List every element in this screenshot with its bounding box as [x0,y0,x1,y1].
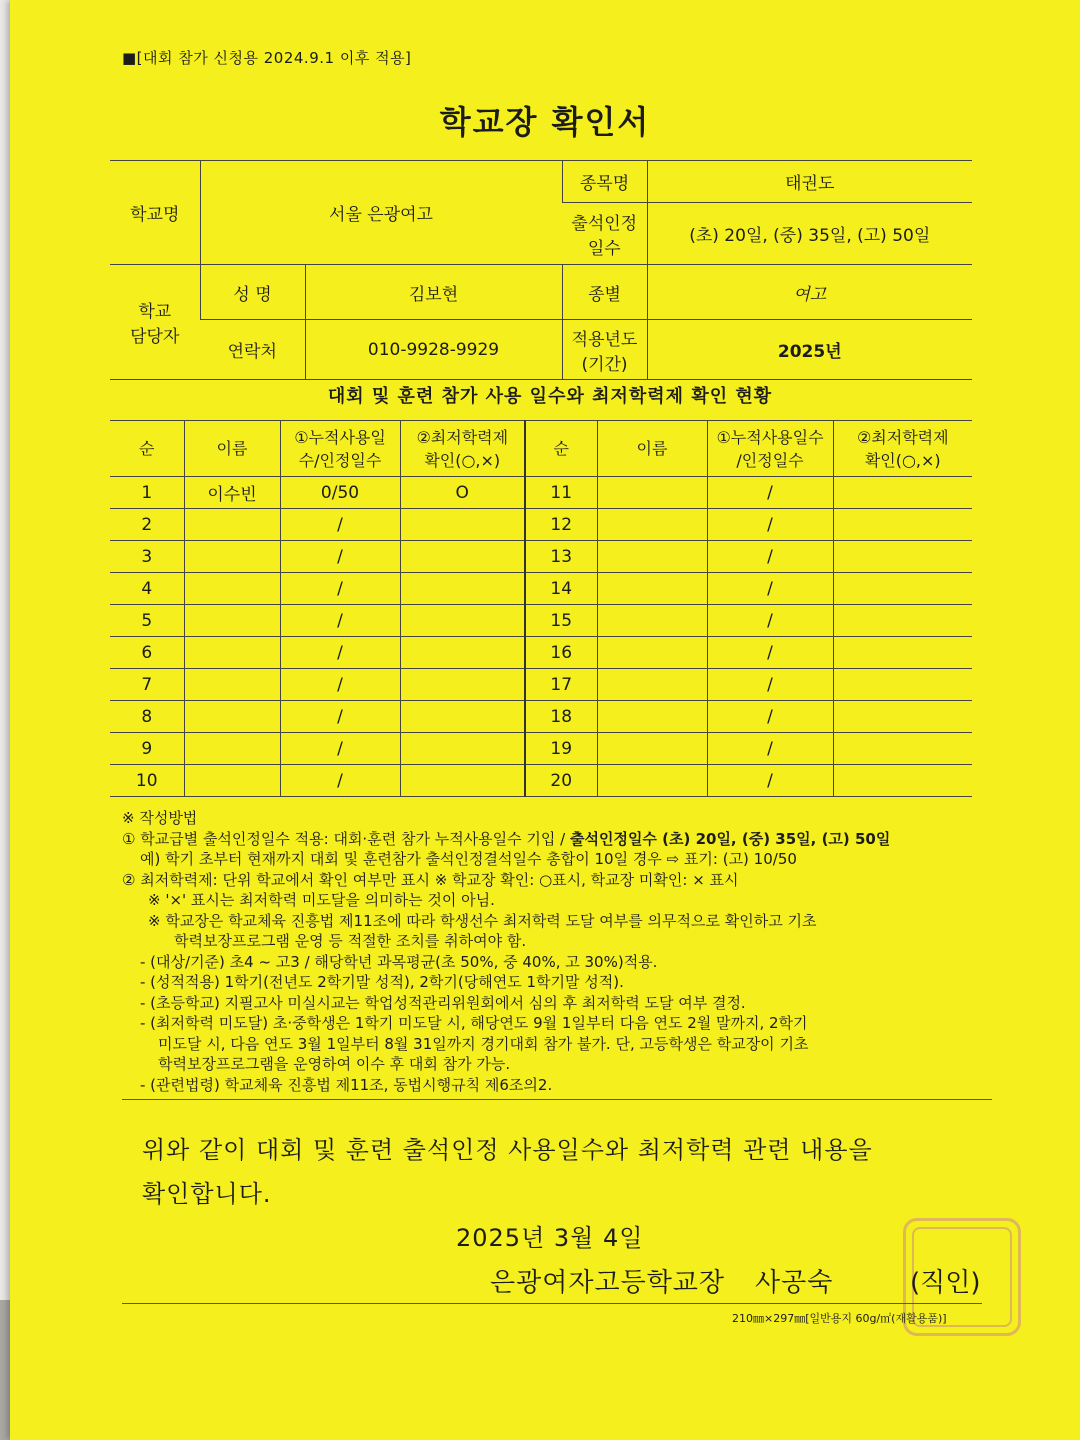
row-seq: 1 [110,477,184,509]
row-days-right: / [707,637,833,669]
row-days-right: / [707,509,833,541]
row-days-right: / [707,573,833,605]
manager-name-value: 김보현 [305,265,562,320]
row-days: / [280,573,400,605]
row-days-right: / [707,605,833,637]
notes-section [122,808,992,1100]
header-name: 이름 [184,421,280,477]
note-2-sub-2a: ※ 학교장은 학교체육 진흥법 제11조에 따라 학생선수 최저학력 도달 여부를 의무적으로 확인하고 기초 [148,911,817,930]
row-seq-right: 14 [525,573,597,605]
row-days: / [280,765,400,797]
signer-school: 은광여자고등학교장 [490,1268,726,1298]
row-days-right: / [707,765,833,797]
note-detail-1: - (대상/기준) 초4 ~ 고3 / 해당학년 과목평균(초 50%, 중 40%, 고 30%)적용. [140,952,658,971]
row-name [184,573,280,605]
school-name-value: 서울 은광여고 [200,161,562,265]
note-detail-4a: - (최저학력 미도달) 초·중학생은 1학기 미도달 시, 해당연도 9월 1일부터 다음 연도 2월 말까지, 2학기 [140,1014,808,1032]
row-days-right: / [707,701,833,733]
notes-heading: ※ 작성방법 [122,809,198,827]
paper-spec: 210㎜×297㎜[일반용지 60g/㎡(재활용품)] [732,1312,947,1325]
table-row [110,701,972,733]
row-seq-right: 18 [525,701,597,733]
row-min-right [833,701,972,733]
row-seq: 2 [110,509,184,541]
document-title: 학교장 확인서 [439,103,651,141]
table-row [110,605,972,637]
header-name-right: 이름 [597,421,707,477]
row-min-right [833,573,972,605]
contact-label: 연락처 [200,320,305,380]
footer-divider [122,1303,982,1304]
row-seq-right: 15 [525,605,597,637]
row-seq: 3 [110,541,184,573]
row-seq: 8 [110,701,184,733]
header-days: ①누적사용일 수/인정일수 [280,421,400,477]
manager-name-label: 성 명 [200,265,305,320]
row-days: / [280,509,400,541]
row-name-right [597,637,707,669]
year-label: 적용년도 (기간) [562,320,647,380]
row-days: / [280,605,400,637]
row-days: / [280,669,400,701]
note-detail-2: - (성적적용) 1학기(전년도 2학기말 성적), 2학기(당해연도 1학기말 성적). [140,973,624,991]
header-min: ②최저학력제 확인(○,×) [400,421,525,477]
table-row [110,477,972,509]
row-name-right [597,509,707,541]
row-min-right [833,637,972,669]
note-2: ② 최저학력제: 단위 학교에서 확인 여부만 표시 ※ 학교장 확인: ○표시, 학교장 미확인: × 표시 [122,870,739,889]
row-seq: 4 [110,573,184,605]
row-name-right [597,669,707,701]
row-days: / [280,541,400,573]
row-days: / [280,637,400,669]
gender-label: 종별 [562,265,647,320]
row-days: / [280,701,400,733]
school-name-label: 학교명 [110,161,200,265]
header-days-right: ①누적사용일수 /인정일수 [707,421,833,477]
note-detail-5: - (관련법령) 학교체육 진흥법 제11조, 동법시행규칙 제6조의2. [140,1075,553,1094]
row-seq-right: 19 [525,733,597,765]
row-min [400,701,525,733]
signer-name: 사공숙 [755,1268,834,1298]
row-min [400,765,525,797]
row-days-right: / [707,477,833,509]
row-name [184,733,280,765]
signer [490,1262,863,1299]
note-detail-3: - (초등학교) 지필고사 미실시교는 학업성적관리위원회에서 심의 후 최저학력 도달 여부 결정. [140,993,746,1012]
gender-value: 여고 [647,265,972,320]
note-1: ① 학교급별 출석인정일수 적용: 대회·훈련 참가 누적사용일수 기입 / 출석인정일수 (초) 20일, (중) 35일, (고) 50일 [122,829,891,848]
attendance-value: (초) 20일, (중) 35일, (고) 50일 [647,203,972,265]
row-name-right [597,765,707,797]
confirmation-line-1: 위와 같이 대회 및 훈련 출석인정 사용일수와 최저학력 관련 내용을 [142,1136,873,1164]
row-seq-right: 11 [525,477,597,509]
note-detail-4b: 미도달 시, 다음 연도 3월 1일부터 8월 31일까지 경기대회 참가 불가. 단, 고등학생은 학교장이 기초 [158,1034,809,1053]
row-min [400,669,525,701]
contact-value: 010-9928-9929 [305,320,562,380]
row-min-right [833,509,972,541]
header-min-right: ②최저학력제 확인(○,×) [833,421,972,477]
row-min [400,541,525,573]
table-row [110,765,972,797]
row-min [400,509,525,541]
row-name [184,605,280,637]
row-days-right: / [707,733,833,765]
row-min-right [833,605,972,637]
row-name-right [597,701,707,733]
note-1-example: 예) 학기 초부터 현재까지 대회 및 훈련참가 출석인정결석일수 총합이 10일 경우 ⇨ 표기: (고) 10/50 [140,850,797,868]
row-name-right [597,541,707,573]
table-row [110,637,972,669]
row-name [184,541,280,573]
sport-label: 종목명 [562,161,647,203]
row-days-right: / [707,669,833,701]
sport-value: 태권도 [647,161,972,203]
row-name-right [597,477,707,509]
participants-table [110,420,972,797]
notes-divider [122,1099,992,1100]
row-seq-right: 16 [525,637,597,669]
row-seq-right: 20 [525,765,597,797]
table-row [110,541,972,573]
row-name [184,669,280,701]
row-seq: 9 [110,733,184,765]
manager-label: 학교 담당자 [110,265,200,380]
attendance-label: 출석인정 일수 [562,203,647,265]
header-seq: 순 [110,421,184,477]
table-row [110,733,972,765]
row-seq: 10 [110,765,184,797]
row-name [184,509,280,541]
row-seq: 7 [110,669,184,701]
row-seq: 6 [110,637,184,669]
note-2-sub-2b: 학력보장프로그램 운영 등 적절한 조치를 취하여야 함. [174,932,527,950]
row-name: 이수빈 [184,477,280,509]
row-days: 0/50 [280,477,400,509]
row-min-right [833,765,972,797]
note-detail-4c: 학력보장프로그램을 운영하여 이수 후 대회 참가 가능. [158,1055,511,1073]
confirmation-line-2: 확인합니다. [142,1180,272,1208]
row-days: / [280,733,400,765]
table-row [110,669,972,701]
row-min-right [833,477,972,509]
row-min-right [833,733,972,765]
row-name-right [597,573,707,605]
row-seq-right: 13 [525,541,597,573]
row-name-right [597,733,707,765]
participants-body [110,477,972,797]
row-min: O [400,477,525,509]
row-min [400,733,525,765]
row-min-right [833,541,972,573]
header-note: ■[대회 참가 신청용 2024.9.1 이후 적용] [122,49,412,67]
row-name [184,701,280,733]
row-seq: 5 [110,605,184,637]
row-min [400,637,525,669]
row-seq-right: 12 [525,509,597,541]
school-info-table [110,160,972,380]
row-days-right: / [707,541,833,573]
table-row [110,509,972,541]
row-name [184,765,280,797]
seal-label: (직인) [910,1268,981,1298]
row-min-right [833,669,972,701]
row-seq-right: 17 [525,669,597,701]
table-row [110,573,972,605]
row-min [400,573,525,605]
row-min [400,605,525,637]
section-subtitle: 대회 및 훈련 참가 사용 일수와 최저학력제 확인 현황 [327,386,773,407]
confirmation-text [142,1128,1002,1216]
issue-date: 2025년 3월 4일 [456,1224,644,1252]
row-name-right [597,605,707,637]
note-2-sub-1: ※ '×' 표시는 최저학력 미도달을 의미하는 것이 아님. [148,891,495,909]
header-seq-right: 순 [525,421,597,477]
year-value: 2025년 [647,320,972,380]
row-name [184,637,280,669]
document-paper [10,0,1080,1440]
